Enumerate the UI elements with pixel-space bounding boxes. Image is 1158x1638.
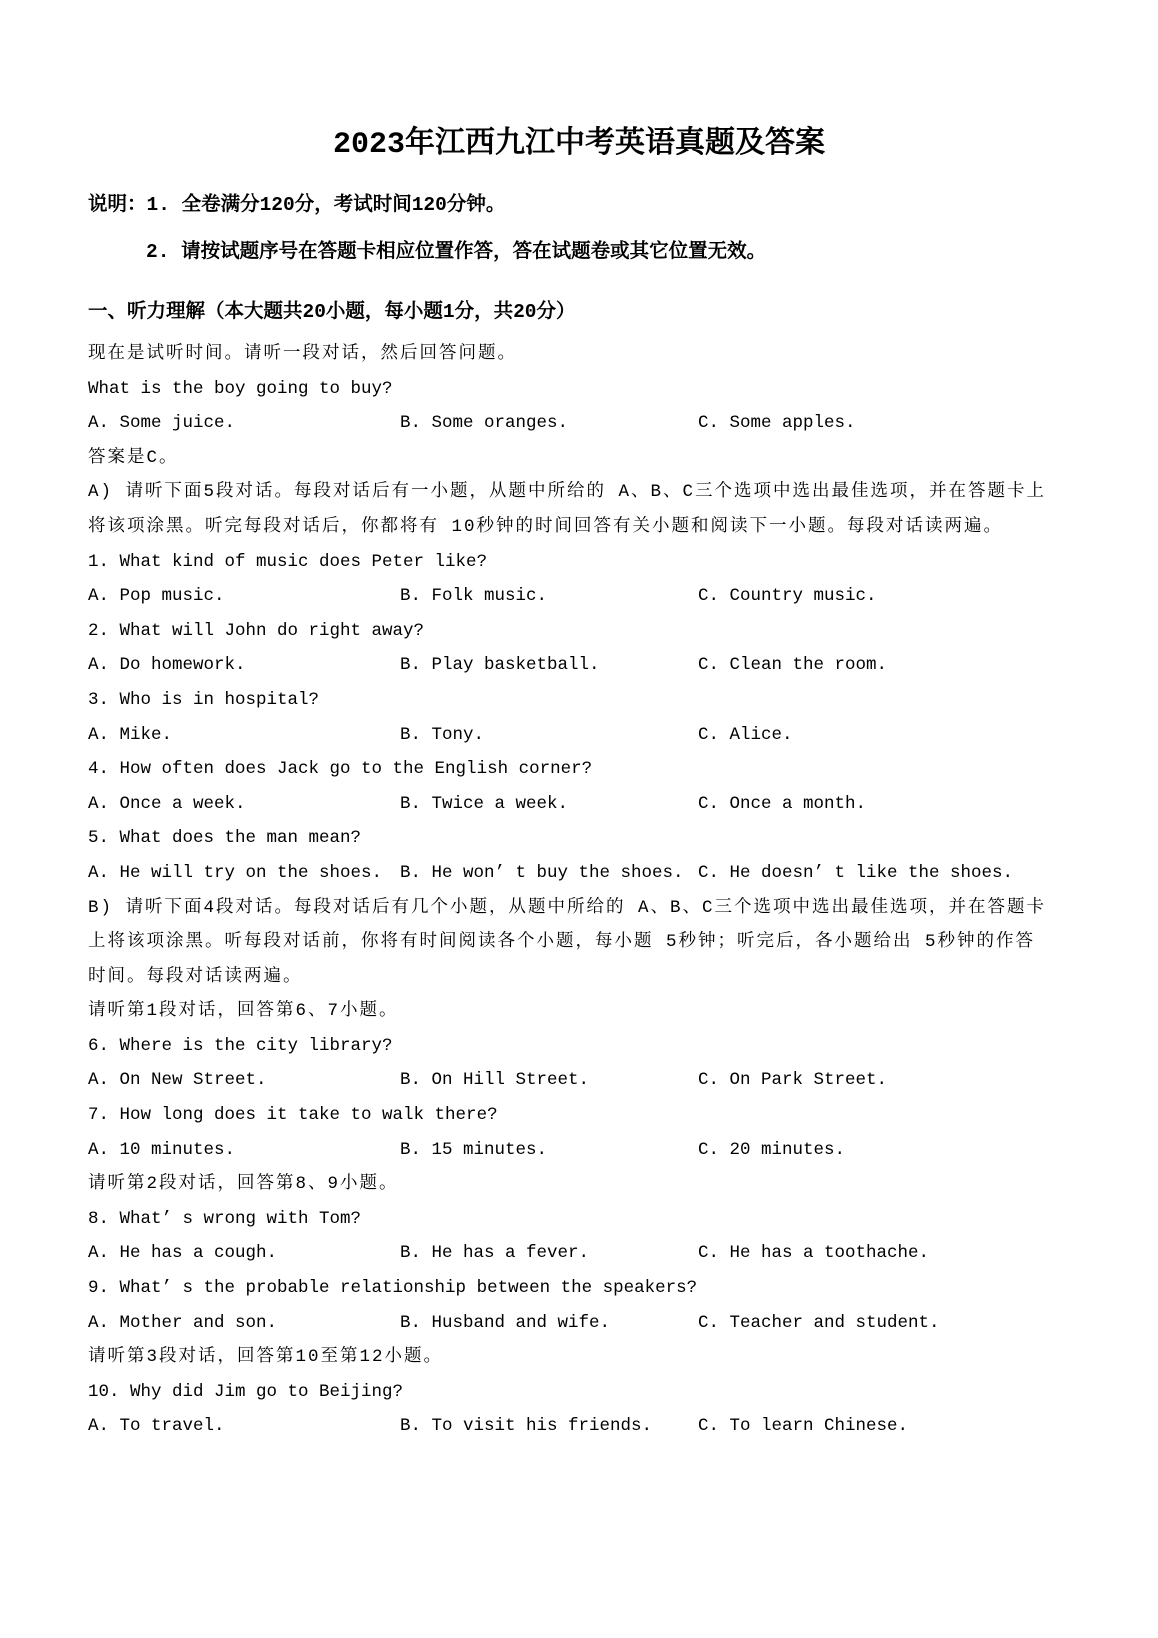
question-5-option-a: A. He will try on the shoes. [88,862,383,883]
question-6: 6. Where is the city library? [88,1035,393,1056]
question-2-option-c: C. Clean the room. [698,655,888,676]
question-10-options-row [88,1409,1088,1444]
question-5-options-row [88,856,1088,891]
question-10-option-b: B. To visit his friends. [400,1416,653,1437]
sample-option-a: A. Some juice. [88,413,236,434]
question-3-option-b: B. Tony. [400,724,485,745]
question-4: 4. How often does Jack go to the English corner? [88,759,593,780]
question-7-option-c: C. 20 minutes. [698,1139,846,1160]
question-6-option-a: A. On New Street. [88,1070,267,1091]
question-7-option-a: A. 10 minutes. [88,1139,236,1160]
question-8-option-a: A. He has a cough. [88,1243,278,1264]
question-3: 3. Who is in hospital? [88,689,320,710]
question-6-option-c: C. On Park Street. [698,1070,888,1091]
sample-option-c: C. Some apples. [698,413,856,434]
page-title: 2023年江西九江中考英语真题及答案 [332,128,825,162]
question-5: 5. What does the man mean? [88,828,362,849]
listening-intro: 现在是试听时间。请听一段对话，然后回答问题。 [88,344,517,364]
question-3-options-row [88,718,1088,753]
question-1-option-b: B. Folk music. [400,586,548,607]
part-b-instruction-line-1: B) 请听下面4段对话。每段对话后有几个小题，从题中所给的 A、B、C三个选项中选出最佳选项，并在答题卡 [88,897,1047,918]
question-3-option-c: C. Alice. [698,724,793,745]
question-8: 8. What’ s wrong with Tom? [88,1208,362,1229]
dialog-3-label: 请听第3段对话，回答第10至第12小题。 [88,1347,444,1368]
question-1-options-row [88,579,1088,614]
instruction-line-1: 说明：1. 全卷满分120分，考试时间120分钟。 [88,194,506,216]
question-8-option-c: C. He has a toothache. [698,1243,930,1264]
question-9-option-c: C. Teacher and student. [698,1312,940,1333]
question-8-options-row [88,1236,1088,1271]
sample-option-b: B. Some oranges. [400,413,569,434]
question-2-option-b: B. Play basketball. [400,655,600,676]
sample-question: What is the boy going to buy? [88,378,393,399]
question-5-option-b: B. He won’ t buy the shoes. [400,862,684,883]
part-a-instruction-line-2: 将该项涂黑。听完每段对话后，你都将有 10秒钟的时间回答有关小题和阅读下一小题。每段对话读两遍。 [88,516,1004,537]
question-7: 7. How long does it take to walk there? [88,1105,498,1126]
question-6-option-b: B. On Hill Street. [400,1070,590,1091]
dialog-2-label: 请听第2段对话，回答第8、9小题。 [88,1174,399,1195]
question-4-option-a: A. Once a week. [88,793,246,814]
question-9-options-row [88,1306,1088,1341]
question-4-option-c: C. Once a month. [698,793,867,814]
instruction-line-2: 2. 请按试题序号在答题卡相应位置作答，答在试题卷或其它位置无效。 [146,241,767,263]
sample-answer: 答案是C。 [88,447,179,468]
listening-section-body [88,337,1088,1444]
question-9: 9. What’ s the probable relationship between the speakers? [88,1278,698,1299]
section-heading-listening: 一、听力理解（本大题共20小题，每小题1分，共20分） [88,301,576,323]
question-6-options-row [88,1063,1088,1098]
part-b-instruction-line-3: 时间。每段对话读两遍。 [88,966,303,987]
question-4-options-row [88,787,1088,822]
question-3-option-a: A. Mike. [88,724,173,745]
question-2-options-row [88,648,1088,683]
part-a-instruction-line-1: A) 请听下面5段对话。每段对话后有一小题，从题中所给的 A、B、C三个选项中选出最佳选项，并在答题卡上 [88,482,1047,503]
question-2: 2. What will John do right away? [88,620,425,641]
question-1: 1. What kind of music does Peter like? [88,551,488,572]
question-7-options-row [88,1133,1088,1168]
question-7-option-b: B. 15 minutes. [400,1139,548,1160]
question-4-option-b: B. Twice a week. [400,793,569,814]
sample-options-row [88,406,1088,441]
part-b-instruction-line-2: 上将该项涂黑。听每段对话前，你将有时间阅读各个小题，每小题 5秒钟；听完后，各小题给出 5秒钟的作答 [88,932,1036,953]
question-10: 10. Why did Jim go to Beijing? [88,1381,404,1402]
dialog-1-label: 请听第1段对话，回答第6、7小题。 [88,1001,399,1022]
question-5-option-c: C. He doesn’ t like the shoes. [698,862,1014,883]
question-10-option-c: C. To learn Chinese. [698,1416,909,1437]
question-1-option-c: C. Country music. [698,586,877,607]
question-2-option-a: A. Do homework. [88,655,246,676]
question-10-option-a: A. To travel. [88,1416,225,1437]
question-8-option-b: B. He has a fever. [400,1243,590,1264]
question-9-option-a: A. Mother and son. [88,1312,278,1333]
question-1-option-a: A. Pop music. [88,586,225,607]
question-9-option-b: B. Husband and wife. [400,1312,611,1333]
